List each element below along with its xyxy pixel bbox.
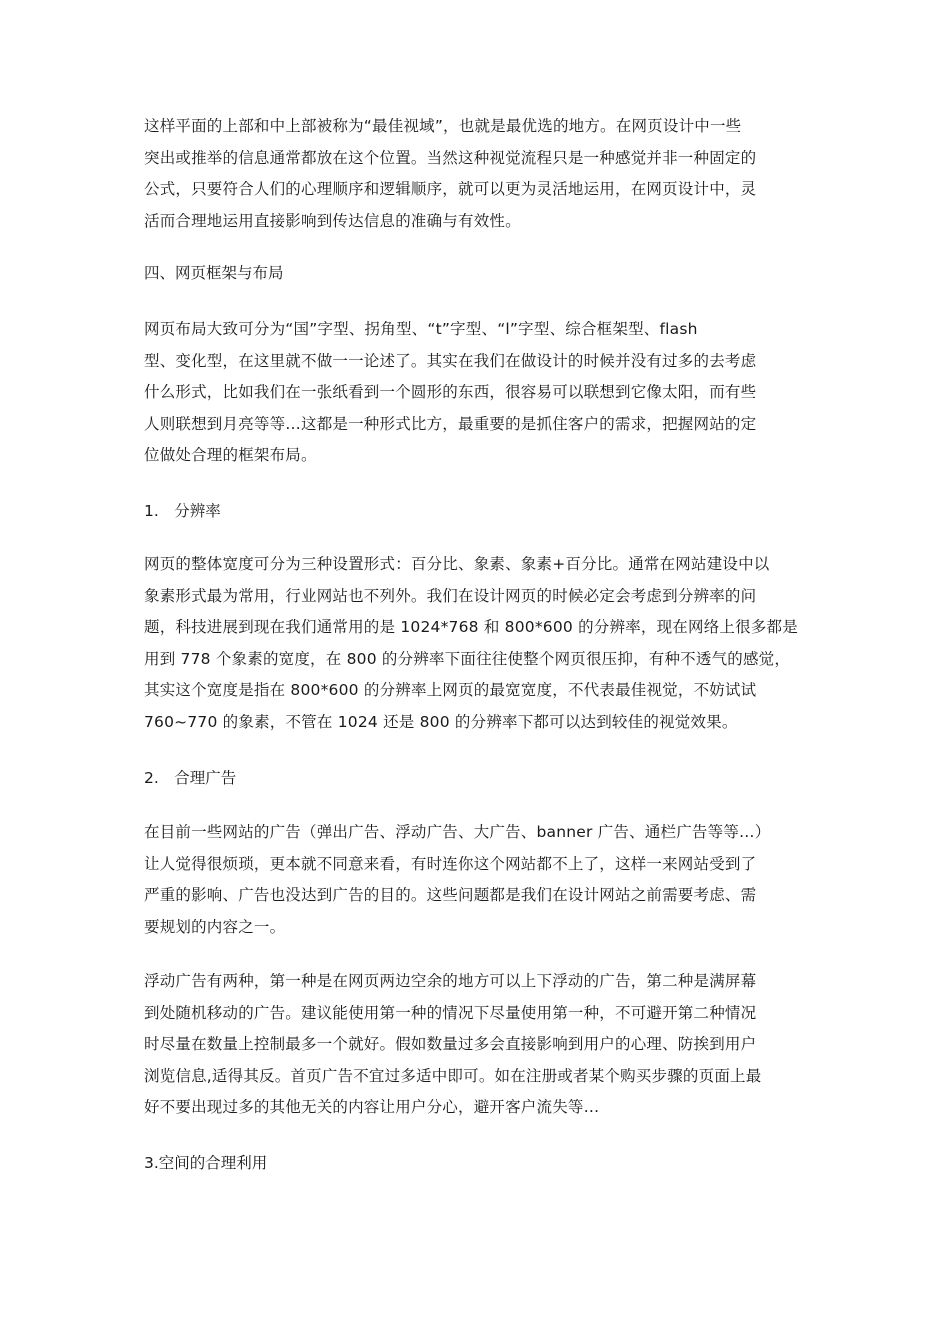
text-line: 网页布局大致可分为“国”字型、拐角型、“t”字型、“l”字型、综合框架型、flash <box>144 320 698 338</box>
text-line: 公式，只要符合人们的心理顺序和逻辑顺序，就可以更为灵活地运用，在网页设计中，灵 <box>144 180 757 198</box>
text-line: 题，科技进展到现在我们通常用的是 1024*768 和 800*600 的分辨率，现在网络上很多都是 <box>144 618 798 636</box>
text-line: 严重的影响、广告也没达到广告的目的。这些问题都是我们在设计网站之前需要考虑、需 <box>144 886 757 904</box>
text-line: 760~770 的象素，不管在 1024 还是 800 的分辨率下都可以达到较佳的视觉效果。 <box>144 712 738 731</box>
paragraph-resolution <box>144 549 806 738</box>
text-line: 型、变化型，在这里就不做一一论述了。其实在我们在做设计的时候并没有过多的去考虑 <box>144 351 757 370</box>
text-line: 到处随机移动的广告。建议能使用第一种的情况下尽量使用第一种，不可避开第二种情况 <box>144 1003 757 1022</box>
text-line: 位做处合理的框架布局。 <box>144 446 317 464</box>
text-line: 在目前一些网站的广告（弹出广告、浮动广告、大广告、banner 广告、通栏广告等等…） <box>144 823 771 841</box>
text-line: 要规划的内容之一。 <box>144 917 286 936</box>
text-line: 人则联想到月亮等等…这都是一种形式比方，最重要的是抓住客户的需求，把握网站的定 <box>144 414 757 433</box>
text-line: 用到 778 个象素的宽度，在 800 的分辨率下面往往使整个网页很压抑，有种不透气的感觉， <box>144 649 791 668</box>
paragraph-floating-ads <box>144 966 806 1124</box>
text-line: 让人觉得很烦琐，更本就不同意来看，有时连你这个网站都不上了，这样一来网站受到了 <box>144 854 757 873</box>
text-line: 活而合理地运用直接影响到传达信息的准确与有效性。 <box>144 211 521 230</box>
section-heading-resolution: 1. 分辨率 <box>144 502 221 520</box>
text-line: 浮动广告有两种，第一种是在网页两边空余的地方可以上下浮动的广告，第二种是满屏幕 <box>144 972 757 990</box>
text-line: 时尽量在数量上控制最多一个就好。假如数量过多会直接影响到用户的心理、防挨到用户 <box>144 1035 757 1053</box>
paragraph-best-view-area <box>144 111 806 237</box>
text-line: 这样平面的上部和中上部被称为“最佳视域”，也就是最优选的地方。在网页设计中一些 <box>144 117 742 135</box>
text-line: 象素形式最为常用，行业网站也不列外。我们在设计网页的时候必定会考虑到分辨率的问 <box>144 586 757 605</box>
paragraph-advertising <box>144 817 806 943</box>
text-line: 好不要出现过多的其他无关的内容让用户分心，避开客户流失等… <box>144 1098 600 1116</box>
section-heading-layout: 四、网页框架与布局 <box>144 264 284 282</box>
text-line: 其实这个宽度是指在 800*600 的分辨率上网页的最宽宽度，不代表最佳视觉，不妨试试 <box>144 681 757 699</box>
section-heading-advertising: 2. 合理广告 <box>144 769 237 787</box>
section-heading-space-usage: 3.空间的合理利用 <box>144 1154 268 1172</box>
text-line: 什么形式，比如我们在一张纸看到一个圆形的东西，很容易可以联想到它像太阳，而有些 <box>144 383 757 401</box>
text-line: 突出或推举的信息通常都放在这个位置。当然这种视觉流程只是一种感觉并非一种固定的 <box>144 148 757 167</box>
text-line: 浏览信息,适得其反。首页广告不宜过多适中即可。如在注册或者某个购买步骤的页面上最 <box>144 1066 762 1085</box>
paragraph-layout-types <box>144 314 806 472</box>
text-line: 网页的整体宽度可分为三种设置形式：百分比、象素、象素+百分比。通常在网站建设中以 <box>144 555 770 573</box>
